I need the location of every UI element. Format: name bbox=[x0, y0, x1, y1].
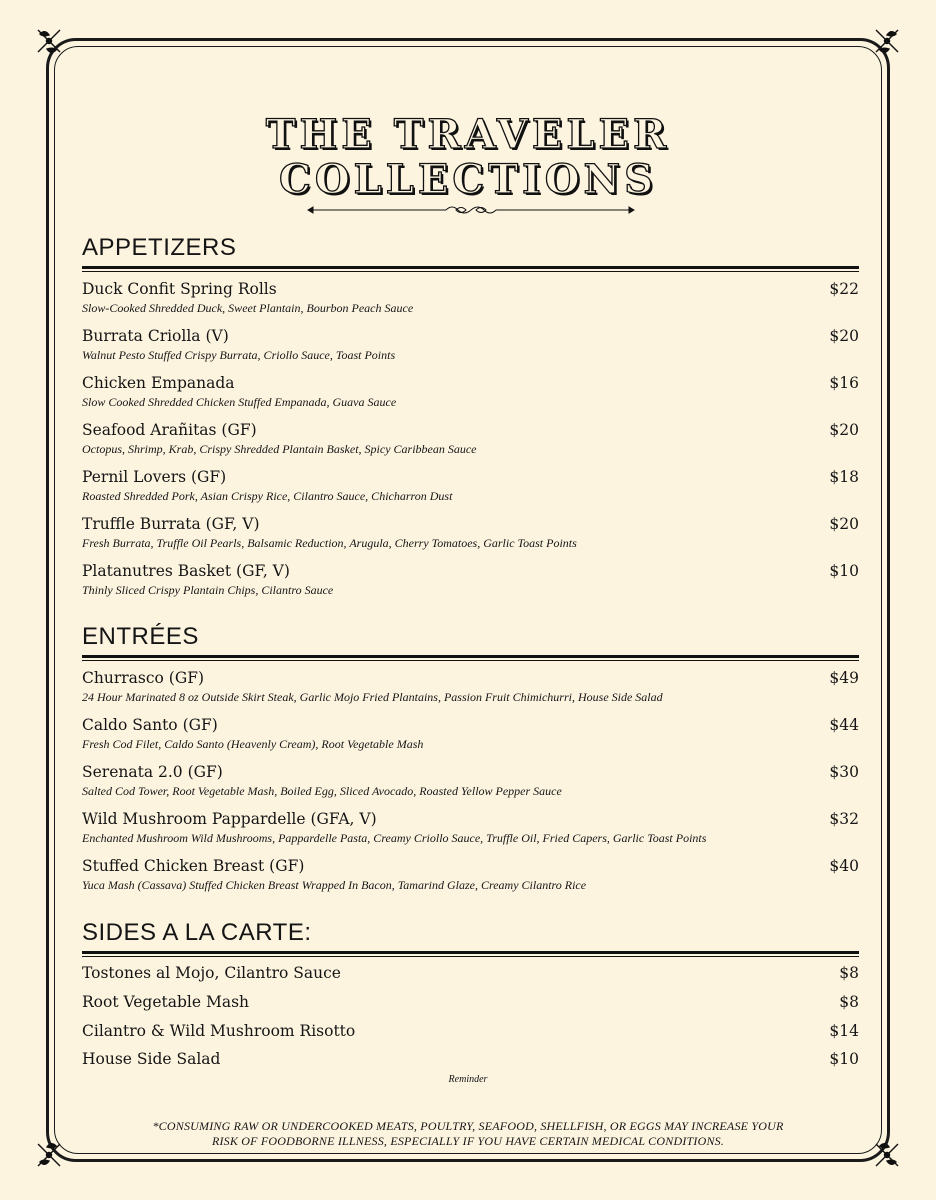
item-name: Burrata Criolla (V) bbox=[82, 327, 229, 345]
entrees-section bbox=[82, 623, 859, 892]
menu-title-line2: COLLECTIONS bbox=[278, 156, 658, 203]
corner-ornament-icon bbox=[872, 26, 902, 56]
item-name: Cilantro & Wild Mushroom Risotto bbox=[82, 1022, 356, 1040]
item-price: $49 bbox=[829, 669, 859, 687]
item-name: Root Vegetable Mash bbox=[82, 993, 250, 1011]
section-title-appetizers: APPETIZERS bbox=[82, 234, 237, 261]
item-name: Chicken Empanada bbox=[82, 374, 235, 392]
item-name: Platanutres Basket (GF, V) bbox=[82, 562, 290, 580]
item-name: Truffle Burrata (GF, V) bbox=[82, 515, 260, 533]
item-description: Enchanted Mushroom Wild Mushrooms, Pappardelle Pasta, Creamy Criollo Sauce, Truffle Oil, Fried Capers, Garlic Toast Points bbox=[82, 831, 707, 845]
item-price: $8 bbox=[839, 964, 859, 982]
disclaimer-line: *CONSUMING RAW OR UNDERCOOKED MEATS, POULTRY, SEAFOOD, SHELLFISH, OR EGGS MAY INCREASE YOUR bbox=[152, 1119, 784, 1133]
section-divider bbox=[82, 271, 859, 272]
item-description: Yuca Mash (Cassava) Stuffed Chicken Breast Wrapped In Bacon, Tamarind Glaze, Creamy Cilantro Rice bbox=[82, 878, 587, 892]
title-divider-ornament-icon bbox=[306, 203, 636, 217]
item-description: Octopus, Shrimp, Krab, Crispy Shredded Plantain Basket, Spicy Caribbean Sauce bbox=[82, 442, 477, 456]
item-name: Stuffed Chicken Breast (GF) bbox=[82, 857, 305, 875]
item-price: $8 bbox=[839, 993, 859, 1011]
item-price: $14 bbox=[829, 1022, 859, 1040]
sides-section bbox=[82, 919, 859, 1068]
item-name: Tostones al Mojo, Cilantro Sauce bbox=[82, 964, 341, 982]
item-name: Wild Mushroom Pappardelle (GFA, V) bbox=[82, 810, 377, 828]
section-title-entrees: ENTRÉES bbox=[82, 623, 199, 650]
corner-ornament-icon bbox=[34, 26, 64, 56]
item-name: House Side Salad bbox=[82, 1050, 221, 1068]
item-price: $20 bbox=[829, 421, 859, 439]
item-description: Roasted Shredded Pork, Asian Crispy Rice, Cilantro Sauce, Chicharron Dust bbox=[82, 489, 453, 503]
item-price: $22 bbox=[829, 280, 859, 298]
corner-ornament-icon bbox=[34, 1140, 64, 1170]
section-divider bbox=[82, 956, 859, 957]
item-name: Duck Confit Spring Rolls bbox=[82, 280, 277, 298]
item-price: $40 bbox=[829, 857, 859, 875]
item-description: Walnut Pesto Stuffed Crispy Burrata, Criollo Sauce, Toast Points bbox=[82, 348, 396, 362]
item-description: Salted Cod Tower, Root Vegetable Mash, Boiled Egg, Sliced Avocado, Roasted Yellow Pepper Sauce bbox=[82, 784, 562, 798]
item-description: Fresh Burrata, Truffle Oil Pearls, Balsamic Reduction, Arugula, Cherry Tomatoes, Garlic Toast Points bbox=[82, 536, 577, 550]
disclaimer-line: RISK OF FOODBORNE ILLNESS, ESPECIALLY IF YOU HAVE CERTAIN MEDICAL CONDITIONS. bbox=[211, 1134, 725, 1148]
section-divider bbox=[82, 655, 859, 658]
item-description: Thinly Sliced Crispy Plantain Chips, Cilantro Sauce bbox=[82, 583, 334, 597]
foodborne-illness-disclaimer bbox=[110, 1119, 826, 1149]
section-divider bbox=[82, 951, 859, 954]
section-divider bbox=[82, 266, 859, 269]
item-name: Serenata 2.0 (GF) bbox=[82, 763, 223, 781]
item-price: $32 bbox=[829, 810, 859, 828]
item-name: Churrasco (GF) bbox=[82, 669, 205, 687]
item-price: $30 bbox=[829, 763, 859, 781]
menu-title-line1: THE TRAVELER bbox=[265, 111, 671, 158]
item-description: Fresh Cod Filet, Caldo Santo (Heavenly Cream), Root Vegetable Mash bbox=[82, 737, 424, 751]
item-price: $10 bbox=[829, 562, 859, 580]
item-price: $20 bbox=[829, 327, 859, 345]
item-description: Slow-Cooked Shredded Duck, Sweet Plantain, Bourbon Peach Sauce bbox=[82, 301, 414, 315]
appetizers-section bbox=[82, 234, 859, 597]
item-description: Slow Cooked Shredded Chicken Stuffed Empanada, Guava Sauce bbox=[82, 395, 397, 409]
item-description: 24 Hour Marinated 8 oz Outside Skirt Steak, Garlic Mojo Fried Plantains, Passion Fruit Chimichurri, House Side Salad bbox=[82, 690, 663, 704]
section-divider bbox=[82, 660, 859, 661]
item-name: Pernil Lovers (GF) bbox=[82, 468, 227, 486]
reminder-note: Reminder bbox=[448, 1074, 488, 1085]
item-price: $18 bbox=[829, 468, 859, 486]
section-title-sides: SIDES A LA CARTE: bbox=[82, 919, 312, 946]
item-name: Caldo Santo (GF) bbox=[82, 716, 218, 734]
corner-ornament-icon bbox=[872, 1140, 902, 1170]
item-name: Seafood Arañitas (GF) bbox=[82, 421, 257, 439]
item-price: $44 bbox=[829, 716, 859, 734]
item-price: $10 bbox=[829, 1050, 859, 1068]
item-price: $20 bbox=[829, 515, 859, 533]
item-price: $16 bbox=[829, 374, 859, 392]
